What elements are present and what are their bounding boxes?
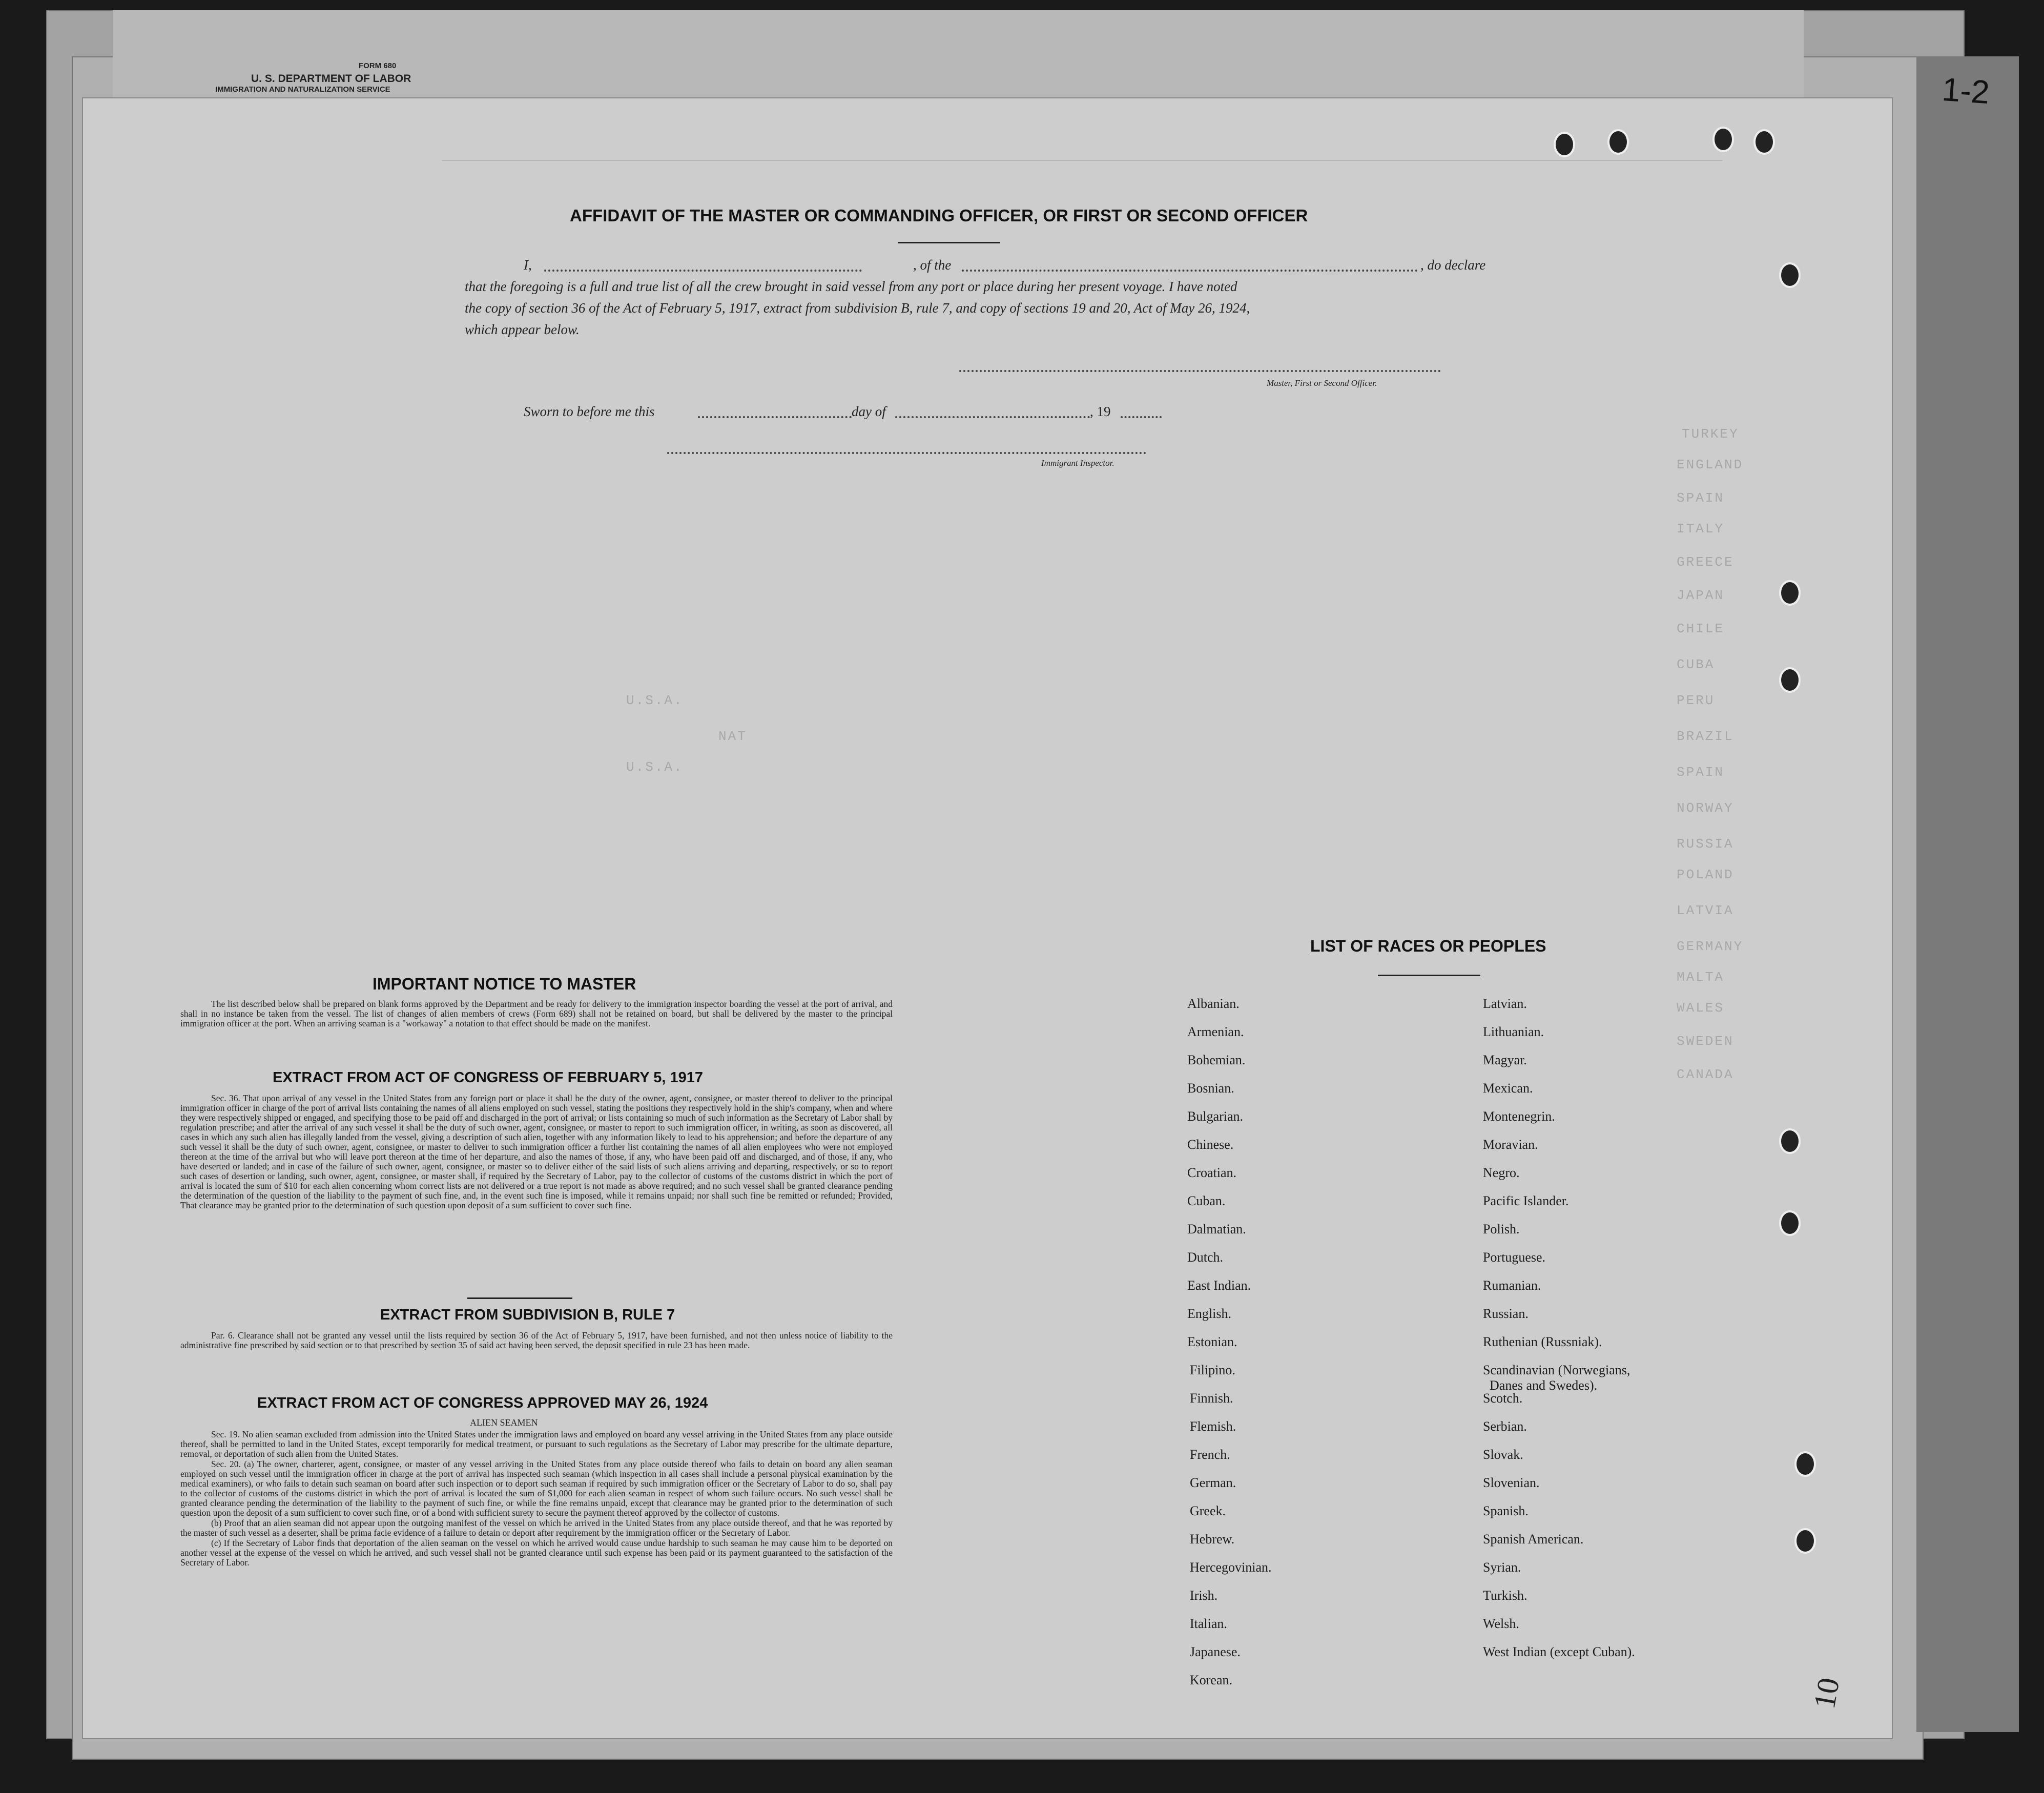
race-item: Bohemian. (1187, 1053, 1246, 1067)
race-item: Montenegrin. (1483, 1109, 1555, 1124)
declare-i: I, (524, 257, 532, 273)
race-item: West Indian (except Cuban). (1483, 1644, 1635, 1659)
form-number: FORM 680 (359, 61, 397, 70)
race-item: Lithuanian. (1483, 1024, 1544, 1039)
race-item: Albanian. (1187, 996, 1240, 1011)
binder-hole (1779, 580, 1801, 606)
race-item: French. (1190, 1447, 1230, 1462)
extract-1924-title: EXTRACT FROM ACT OF CONGRESS APPROVED MAY 26, 1924 (257, 1395, 708, 1411)
race-item: Dutch. (1187, 1250, 1224, 1265)
races-title: LIST OF RACES OR PEOPLES (1310, 937, 1546, 955)
master-caption: Master, First or Second Officer. (1267, 378, 1377, 388)
race-item: Moravian. (1483, 1137, 1538, 1152)
race-item: Hercegovinian. (1190, 1560, 1272, 1575)
rule7-text: Par. 6. Clearance shall not be granted any vessel until the lists required by section 36 of the Act of February 5, 1917, have been furnished, and not then unless notice of liability to the administrative fine prescribed by said section or to that prescribed by section 35 of said act having been served, the deposit specified in rule 23 has been made. (180, 1330, 893, 1350)
race-item: Polish. (1483, 1222, 1520, 1236)
race-item: Russian. (1483, 1306, 1529, 1321)
sworn-month-blank (895, 416, 1090, 418)
race-item: Scandinavian (Norwegians, (1483, 1363, 1630, 1377)
race-item: Korean. (1190, 1673, 1233, 1687)
race-item: Armenian. (1187, 1024, 1244, 1039)
divider (467, 1297, 572, 1299)
declare-end: , do declare (1420, 257, 1486, 273)
service-name: IMMIGRATION AND NATURALIZATION SERVICE (215, 85, 390, 94)
master-signature-blank (959, 370, 1441, 372)
extract-1917-text: Sec. 36. That upon arrival of any vessel in the United States from any foreign port or place it shall be the duty of the owner, agent, consignee, or master thereof to deliver to the principal immigration officer in charge of the port of arrival lists containing the names of all aliens employed on such vessel, stating the positions they respectively hold in the ship's company, when and where they were respectively shipped or engaged, and specifying those to be paid off and discharged in the port of arrival; or lists containing so much of such information as the Secretary of Labor shall by regulation prescribe; and after the arrival of any such vessel it shall be the duty of such owner, agent, consignee, or master to report to such immigration officer, in writing, as soon as discovered, all cases in which any such alien has illegally landed from the vessel, giving a description of such alien, together with any information likely to lead to his apprehension; and before the departure of any such vessel it shall be the duty of such owner, agent, consignee, or master to deliver to such immigration officer a further list containing the names of all alien employees who were not employed thereon at the time of the arrival but who will leave port thereon at the time of her departure, and also the names of those, if any, who have been paid off and discharged, and of those, if any, who have deserted or landed; and in case of the failure of such owner, agent, consignee, or master so to deliver either of the said lists of such aliens arriving and departing, respectively, or so to report such cases of desertion or landing, such owner, agent, consignee, or master shall, if required by the Secretary of Labor, pay to the collector of customs of the customs district in which the port of arrival is located the sum of $10 for each alien concerning whom correct lists are not delivered or a true report is not made as above required; and no such vessel shall be granted clearance pending the determination of the question of the liability to the payment of such fine, and, in the event such fine is imposed, while it remains unpaid; nor shall such fine be remitted or refunded; Provided, That clearance may be granted prior to the determination of such question upon deposit of a sum sufficient to cover such fine. (180, 1093, 893, 1210)
binder-hole (1779, 262, 1801, 288)
sworn-day-blank (698, 416, 852, 418)
binder-hole (1753, 129, 1775, 155)
race-item: Scotch. (1483, 1391, 1523, 1406)
race-item: Serbian. (1483, 1419, 1527, 1434)
race-item: Cuban. (1187, 1193, 1226, 1208)
race-item: Danes and Swedes). (1490, 1378, 1598, 1393)
race-item: English. (1187, 1306, 1231, 1321)
notice-text: The list described below shall be prepared on blank forms approved by the Department and be ready for delivery to the immigration inspector boarding the vessel at the port of arrival, and shall in no instance be taken from the vessel. The list of changes of alien members of crews (Form 689) shall not be retained on board, but shall be delivered by the master to the principal immigration officer at the port. When an arriving seaman is a "workaway" a notation to that effect should be made on the manifest. (180, 999, 893, 1028)
race-item: Rumanian. (1483, 1278, 1541, 1293)
handwritten-note: 1-2 (1940, 70, 1991, 111)
race-item: Magyar. (1483, 1053, 1527, 1067)
race-item: Finnish. (1190, 1391, 1233, 1406)
inspector-caption: Immigrant Inspector. (1041, 458, 1114, 468)
declare-of-the: , of the (913, 257, 952, 273)
extract-1924-text: Sec. 19. No alien seaman excluded from admission into the United States under the immigration laws and employed on board any vessel arriving in the United States from any place outside thereof, shall be permitted to land in the United States, except temporarily for medical treatment, or pursuant to such regulations as the Secretary of Labor may prescribe for the ultimate departure, removal, or deportation of such alien from the United States. Sec. 20. (a) The owner, charterer, agent, consignee, or master of any vessel arriving in the United States from any place outside thereof who fails to detain on board any alien seaman employed on such vessel until the immigration officer in charge at the port of arrival has inspected such seaman (which inspection in all cases shall include a personal physical examination by the medical examiners), or who fails to detain such seaman on board after such inspection or to deport such seaman if required by such immigration officer or the Secretary of Labor to do so, shall pay to the collector of customs of the customs district in which the port of arrival is located the sum of $1,000 for each alien seaman in respect of whom such failure occurs. No such vessel shall be granted clearance pending the determination of the liability to the payment of such fine, or while the fine remains unpaid, except that clearance may be granted prior to the determination of such question upon the deposit of a sum sufficient to cover such fine, or of a bond with sufficient surety to secure the payment thereof approved by the collector of customs. (b) Proof that an alien seaman did not appear upon the outgoing manifest of the vessel on which he arrived in the United States from any place outside thereof, and that he was reported by the master of such vessel as a deserter, shall be prima facie evidence of a failure to detain or deport after requirement by the immigration officer or the Secretary of Labor. (c) If the Secretary of Labor finds that deportation of the alien seaman on the vessel on which he arrived would cause undue hardship to such seaman he may cause him to be deported on another vessel at the expense of the vessel on which he arrived, and such vessel shall not be granted clearance until such expense has been paid or its payment guaranteed to the satisfaction of the Secretary of Labor. (180, 1429, 893, 1568)
year-label: , 19 (1090, 404, 1111, 419)
divider (1378, 975, 1480, 976)
race-item: Welsh. (1483, 1616, 1519, 1631)
race-item: East Indian. (1187, 1278, 1251, 1293)
underlying-form-header (113, 10, 1804, 102)
race-item: Spanish. (1483, 1503, 1529, 1518)
notice-title: IMPORTANT NOTICE TO MASTER (373, 975, 636, 993)
race-item: Irish. (1190, 1588, 1218, 1603)
race-item: German. (1190, 1475, 1236, 1490)
name-blank (544, 270, 862, 272)
department-name: U. S. DEPARTMENT OF LABOR (251, 73, 411, 85)
affidavit-line: which appear below. (465, 322, 580, 337)
vessel-blank (962, 270, 1418, 272)
race-item: Pacific Islander. (1483, 1193, 1569, 1208)
race-item: Croatian. (1187, 1165, 1237, 1180)
inspector-signature-blank (667, 452, 1146, 454)
affidavit-line: the copy of section 36 of the Act of February 5, 1917, extract from subdivision B, rule 7, and copy of sections 19 and 20, Act of May 26, 1924, (465, 300, 1250, 316)
race-item: Syrian. (1483, 1560, 1521, 1575)
race-item: Dalmatian. (1187, 1222, 1246, 1236)
race-item: Estonian. (1187, 1334, 1237, 1349)
race-item: Filipino. (1190, 1363, 1235, 1377)
binder-hole (1779, 1210, 1801, 1236)
race-item: Mexican. (1483, 1081, 1533, 1096)
day-of-label: day of (852, 404, 886, 419)
page-number: 10 (1807, 1675, 1846, 1712)
binder-hole (1794, 1528, 1816, 1554)
binder-hole (1607, 129, 1629, 155)
race-item: Greek. (1190, 1503, 1226, 1518)
affidavit-title: AFFIDAVIT OF THE MASTER OR COMMANDING OFFICER, OR FIRST OR SECOND OFFICER (570, 206, 1308, 225)
race-item: Bosnian. (1187, 1081, 1234, 1096)
binder-hole (1554, 132, 1575, 157)
race-item: Slovenian. (1483, 1475, 1540, 1490)
race-item: Slovak. (1483, 1447, 1523, 1462)
race-item: Chinese. (1187, 1137, 1234, 1152)
binder-hole (1779, 667, 1801, 693)
rule7-title: EXTRACT FROM SUBDIVISION B, RULE 7 (380, 1307, 675, 1323)
race-item: Portuguese. (1483, 1250, 1546, 1265)
race-item: Flemish. (1190, 1419, 1236, 1434)
binder-hole (1712, 127, 1734, 152)
underlying-sheet-edge (1916, 56, 2019, 1732)
race-item: Spanish American. (1483, 1532, 1584, 1547)
race-item: Negro. (1483, 1165, 1520, 1180)
binder-hole (1794, 1451, 1816, 1477)
race-item: Hebrew. (1190, 1532, 1235, 1547)
race-item: Japanese. (1190, 1644, 1241, 1659)
race-item: Turkish. (1483, 1588, 1527, 1603)
binder-hole (1779, 1128, 1801, 1154)
sworn-label: Sworn to before me this (524, 404, 655, 419)
race-item: Bulgarian. (1187, 1109, 1244, 1124)
race-item: Latvian. (1483, 996, 1527, 1011)
alien-seamen-subtitle: ALIEN SEAMEN (470, 1417, 538, 1428)
divider (898, 242, 1000, 243)
affidavit-line: that the foregoing is a full and true list of all the crew brought in said vessel from any port or place during her present voyage. I have noted (465, 279, 1237, 294)
race-item: Ruthenian (Russniak). (1483, 1334, 1602, 1349)
extract-1917-title: EXTRACT FROM ACT OF CONGRESS OF FEBRUARY 5, 1917 (273, 1069, 704, 1086)
year-blank (1121, 416, 1162, 418)
form-page: TURKEY ENGLAND SPAIN ITALY GREECE JAPAN CHILE CUBA PERU BRAZIL SPAIN NORWAY RUSSIA POLAND LATVIA GERMANY MALTA WALES SWEDEN CANADA U.S.A. U.S.A. NAT AFFIDAVIT OF THE MASTER OR COMMANDING OFFICER, OR FIRST OR SECOND OFFICER I, , of the , do declare that the foregoing is a full and true list of all the crew brought in said vessel from any port or place during her present voyage. I have noted the copy of section 36 of the Act of February 5, 1917, extract from subdivision B, rule 7, and copy of sections 19 and 20, Act of May 26, 1924, which appear below. Master, First or Second Officer. Sworn to before me this day of , 19 Immigrant Inspector. IMPORTANT NOTICE TO MASTER The list described below shall be prepared on blank forms approved by the Department and be ready for delivery to the immigration inspector boarding the vessel at the port of arrival, and shall in no instance be taken from the vessel. The list of changes of alien members of crews (Form 689) shall not be retained on board, but shall be delivered by the master to the principal immigration officer at the port. When an arriving seaman is a "workaway" a notation to that effect should be made on the manifest. EXTRACT FROM ACT OF CONGRESS OF FEBRUARY 5, 1917 Sec. 36. That upon arrival of any vessel in the United States from any foreign port or place it shall be the duty of the owner, agent, consignee, or master thereof to deliver to the principal immigration officer in charge of the port of arrival lists containing the names of all aliens employed on such vessel, stating the positions they respectively hold in the ship's company, when and where they were respectively shipped or engaged, and specifying those to be paid off and discharged in the port of arrival; or lists containing so much of such information as the Secretary of Labor shall by regulation prescribe; and after the arrival of any such vessel it shall be the duty of such owner, agent, consignee, or master to report to such immigration officer, in writing, as soon as discovered, all cases in which any such alien has illegally landed from the vessel, giving a description of such alien, together with any information likely to lead to his apprehension; and before the departure of any such vessel it shall be the duty of such owner, agent, consignee, or master to deliver to such immigration officer a further list containing the names of all alien employees who were not employed thereon at the time of the arrival but who will leave port thereon at the time of her departure, and also the names of those, if any, who have been paid off and discharged, and of those, if any, who have deserted or landed; and in case of the failure of such owner, agent, consignee, or master so to deliver either of the said lists of such aliens arriving and departing, respectively, or so to report such cases of desertion or landing, such owner, agent, consignee, or master shall, if required by the Secretary of Labor, pay to the collector of customs of the customs district in which the port of arrival is located the sum of $10 for each alien concerning whom correct lists are not delivered or a true report is not made as above required; and no such vessel shall be granted clearance pending the determination of the question of the liability to the payment of such fine, and, in the event such fine is imposed, while it remains unpaid; nor shall such fine be remitted or refunded; Provided, That clearance may be granted prior to the determination of such question upon deposit of a sum sufficient to cover such fine. EXTRACT FROM SUBDIVISION B, RULE 7 Par. 6. Clearance shall not be granted any vessel until the lists required by section 36 of the Act of February 5, 1917, have been furnished, and not then unless notice of liability to the administrative fine prescribed by said section or to that prescribed by section 35 of said act having been served, the deposit specified in rule 23 has been made. EXTRACT FROM ACT OF CONGRESS APPROVED MAY 26, 1924 ALIEN SEAMEN Sec. 19. No alien seaman excluded from admission into the United States under the immigration laws and employed on board any vessel arriving in the United States from any place outside thereof, shall be permitted to land in the United States, except temporarily for medical treatment, or pursuant to such regulations as the Secretary of Labor may prescribe for the ultimate departure, removal, or deportation of such alien from the United States. Sec. 20. (a) The owner, charterer, agent, consignee, or master of any vessel arriving in the United States from any place outside thereof who fails to detain on board any alien seaman employed on such vessel until the immigration officer in charge at the port of arrival has inspected such seaman (which inspection in all cases shall include a personal physical examination by the medical examiners), or who fails to detain such seaman on board after such inspection or to deport such seaman if required by such immigration officer or the Secretary of Labor to do so, shall pay to the collector of customs of the customs district in which the port of arrival is located the sum of $1,000 for each alien seaman in respect of whom such failure occurs. No such vessel shall be granted clearance pending the determination of the liability to the payment of such fine, or while the fine remains unpaid, except that clearance may be granted prior to the determination of such question upon the deposit of a sum sufficient to cover such fine, or of a bond with sufficient surety to secure the payment thereof approved by the collector of customs. (b) Proof that an alien seaman did not appear upon the outgoing manifest of the vessel on which he arrived in the United States from any place outside thereof, and that he was reported by the master of such vessel as a deserter, shall be prima facie evidence of a failure to detain or deport after requirement by the immigration officer or the Secretary of Labor. (c) If the Secretary of Labor finds that deportation of the alien seaman on the vessel on which he arrived would cause undue hardship to such seaman he may cause him to be deported on another vessel at the expense of the vessel on which he arrived, and such vessel shall not be granted clearance until such expense has been paid or its payment guaranteed to the satisfaction of the Secretary of Labor. LIST OF RACES OR PEOPLES Albanian. Armenian. Bohemian. Bosnian. Bulgarian. Chinese. Croatian. Cuban. Dalmatian. Dutch. East Indian. English. Estonian. Filipino. Finnish. Flemish. French. German. Greek. Hebrew. Hercegovinian. Irish. Italian. Japanese. Korean. Latvian. Lithuanian. Magyar. Mexican. Montenegrin. Moravian. Negro. Pacific Islander. Polish. Portuguese. Rumanian. Russian. Ruthenian (Russniak). Scandinavian (Norwegians, Danes and Swedes). Scotch. Serbian. Slovak. Slovenian. Spanish. Spanish American. Syrian. Turkish. Welsh. West Indian (except Cuban). (82, 97, 1893, 1739)
race-item: Italian. (1190, 1616, 1227, 1631)
